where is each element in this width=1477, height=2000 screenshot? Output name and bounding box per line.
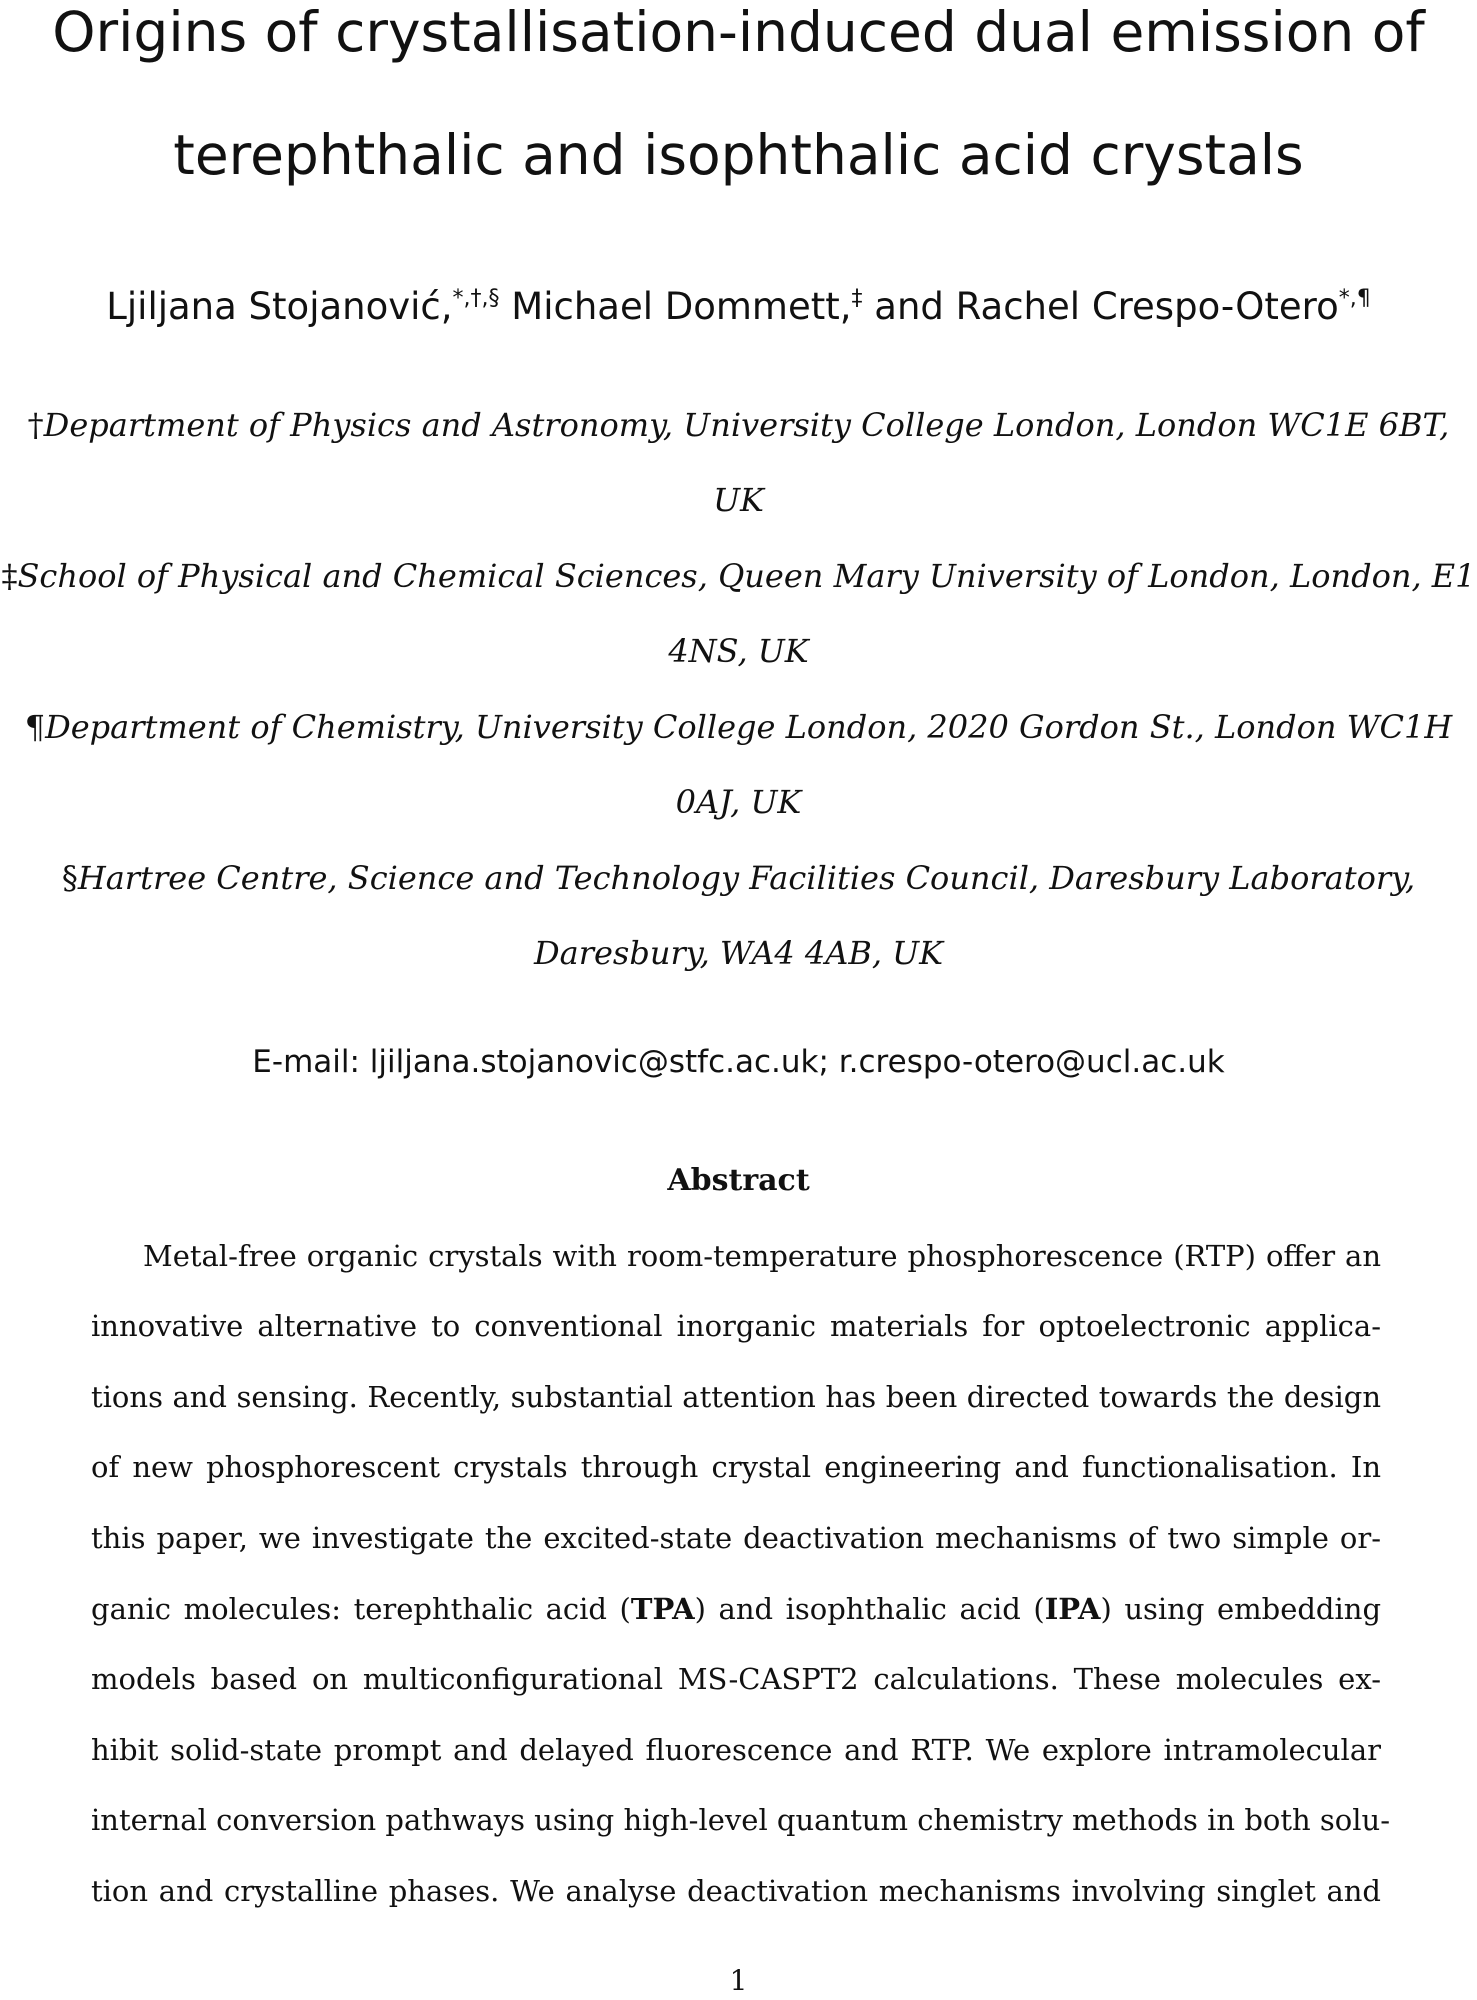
- abstract-line: of new phosphorescent crystals through crystal engineering and functionalisation. In: [91, 1450, 1381, 1484]
- abstract-line: innovative alternative to conventional inorganic materials for optoelectronic applica-: [91, 1309, 1381, 1343]
- abstract-line: hibit solid-state prompt and delayed fluorescence and RTP. We explore intramolecular: [91, 1733, 1381, 1767]
- abstract-line: models based on multiconfigurational MS-CASPT2 calculations. These molecules ex-: [91, 1662, 1381, 1696]
- paper-title-line-2: terephthalic and isophthalic acid crystals: [173, 123, 1304, 187]
- affiliation-line: [0, 859, 1477, 897]
- affiliation-text: Department of Physics and Astronomy, University College London, London WC1E 6BT,: [43, 406, 1450, 444]
- affiliation-marks: ‡: [851, 286, 863, 311]
- abstract-text: ) and isophthalic acid (: [694, 1592, 1045, 1626]
- affiliation-text: School of Physical and Chemical Sciences, Queen Mary University of London, London, E1: [17, 557, 1476, 595]
- author-name: Michael Dommett,: [499, 285, 852, 328]
- affiliation-line: 0AJ, UK: [675, 783, 802, 821]
- affiliation-text: Department of Chemistry, University College London, 2020 Gordon St., London WC1H: [45, 708, 1453, 746]
- affiliation-line: [0, 557, 1477, 595]
- acronym-tpa: TPA: [630, 1592, 695, 1626]
- acronym-ipa: IPA: [1044, 1592, 1101, 1626]
- affiliation-mark: ¶: [24, 708, 46, 746]
- abstract-line: internal conversion pathways using high-level quantum chemistry methods in both solu-: [91, 1803, 1390, 1837]
- abstract-line: [91, 1592, 1381, 1626]
- abstract-heading: Abstract: [667, 1163, 810, 1198]
- page-number: 1: [729, 1964, 748, 1997]
- author-list: [0, 285, 1477, 328]
- author-name: Ljiljana Stojanović,: [106, 285, 453, 328]
- abstract-line: this paper, we investigate the excited-state deactivation mechanisms of two simple or-: [91, 1521, 1381, 1555]
- affiliation-mark: §: [61, 859, 78, 897]
- abstract-line: tions and sensing. Recently, substantial attention has been directed towards the design: [91, 1380, 1381, 1414]
- affiliation-line: UK: [713, 481, 764, 519]
- abstract-line: Metal-free organic crystals with room-temperature phosphorescence (RTP) offer an: [143, 1239, 1381, 1273]
- affiliation-marks: *,†,§: [452, 286, 500, 311]
- affiliation-line: Daresbury, WA4 4AB, UK: [533, 934, 944, 972]
- affiliation-marks: *,¶: [1338, 286, 1371, 311]
- affiliation-line: 4NS, UK: [668, 632, 809, 670]
- affiliation-line: [0, 406, 1477, 444]
- abstract-line: tion and crystalline phases. We analyse deactivation mechanisms involving singlet and: [91, 1874, 1381, 1908]
- affiliation-text: Hartree Centre, Science and Technology Facilities Council, Daresbury Laboratory,: [77, 859, 1416, 897]
- abstract-text: ) using embedding: [1100, 1592, 1382, 1626]
- author-name: and Rachel Crespo-Otero: [862, 285, 1339, 328]
- affiliation-line: [0, 708, 1477, 746]
- abstract-text: ganic molecules: terephthalic acid (: [91, 1592, 631, 1626]
- affiliation-mark: ‡: [1, 557, 18, 595]
- contact-email: E-mail: ljiljana.stojanovic@stfc.ac.uk; r.crespo-otero@ucl.ac.uk: [252, 1044, 1225, 1080]
- affiliation-mark: †: [27, 406, 44, 444]
- paper-title-line-1: Origins of crystallisation-induced dual emission of: [52, 0, 1425, 64]
